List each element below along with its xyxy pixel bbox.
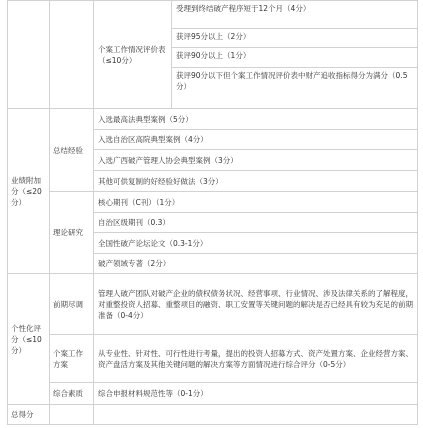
case-eval-item-4: 获评90分以下但个案工作情况评价表中财产追收指标得分为满分（0.5分） bbox=[172, 68, 418, 109]
case-eval-label: 个案工作情况评价表（≤10分） bbox=[94, 1, 172, 109]
overall-text: 综合申报材料规范性等（0-1分） bbox=[94, 383, 418, 405]
scoring-table bbox=[7, 0, 418, 425]
total-value bbox=[94, 405, 418, 425]
table-row bbox=[8, 405, 418, 425]
summary-item-1: 入选最高法典型案例（5分） bbox=[94, 109, 418, 130]
plan-label: 个案工作方案 bbox=[50, 335, 94, 383]
summary-item-3: 入选广西破产管理人协会典型案例（3分） bbox=[94, 150, 418, 171]
table-row bbox=[8, 383, 418, 405]
research-item-4: 破产领域专著（2分） bbox=[94, 254, 418, 274]
prelim-label: 前期尽调 bbox=[50, 274, 94, 335]
research-label: 理论研究 bbox=[50, 192, 94, 274]
case-eval-item-2: 获评95分以上（2分） bbox=[172, 29, 418, 48]
table-row bbox=[8, 274, 418, 335]
personal-group-label: 个性化评分（≤10分） bbox=[8, 274, 50, 405]
research-item-3: 全国性破产论坛论文（0.3-1分） bbox=[94, 233, 418, 254]
summary-item-4: 其他可供复制的好经验好做法（3分） bbox=[94, 171, 418, 192]
subgroup-cell-continued bbox=[50, 1, 94, 109]
overall-label: 综合素质 bbox=[50, 383, 94, 405]
plus-group-label: 业绩附加分（≤20分） bbox=[8, 109, 50, 274]
group-cell-continued bbox=[8, 1, 50, 109]
table-row bbox=[8, 109, 418, 130]
research-item-1: 核心期刊（C刊）（1分） bbox=[94, 192, 418, 213]
prelim-text: 管理人破产团队对破产企业的债权债务状况、经营事项、行业情况、涉及法律关系的了解程度，对重整投资人招募、重整项目的融资、职工安置等关键问题的解决是否已经具有较为充足的前期准备（0-4分） bbox=[94, 274, 418, 335]
table-row bbox=[8, 192, 418, 213]
plan-text: 从专业性、针对性、可行性进行考量，提出的投资人招募方式、资产处置方案、企业经营方案、资产盘活方案及其他关键问题的解决方案等方面情况进行综合评分（0-5分） bbox=[94, 335, 418, 383]
research-item-2: 自治区级期刊（0.3） bbox=[94, 213, 418, 233]
table-row bbox=[8, 335, 418, 383]
summary-label: 总结经验 bbox=[50, 109, 94, 192]
total-empty-1 bbox=[50, 405, 94, 425]
case-eval-item-1: 受理到终结破产程序短于12个月（4分） bbox=[172, 1, 418, 29]
total-label: 总得分 bbox=[8, 405, 50, 425]
summary-item-2: 入选自治区高院典型案例（4分） bbox=[94, 130, 418, 150]
case-eval-item-3: 获评90分以上（1分） bbox=[172, 48, 418, 68]
table-row bbox=[8, 1, 418, 29]
